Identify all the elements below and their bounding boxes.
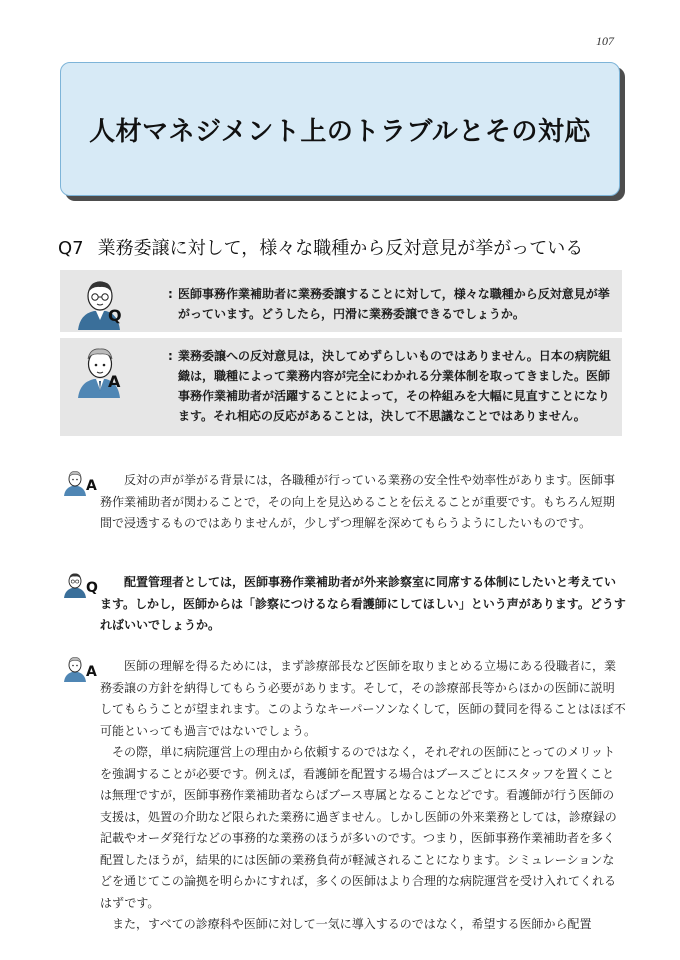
- dialogue-a-badge: A: [86, 478, 97, 494]
- dialogue-paragraph: 反対の声が挙がる背景には，各職種が行っている業務の安全性や効率性があります。医師事務作業補助者が関わることで，その向上を見込めることを伝えることが重要です。もちろん短期間で浸透するものではありませんが，少しずつ理解を深めてもらうようにしたいものです。: [100, 473, 616, 530]
- summary-a-colon: :: [168, 349, 173, 363]
- person-q-icon: [72, 276, 128, 334]
- summary-q-text: 医師事務作業補助者に業務委譲することに対して，様々な職種から反対意見が挙がっています。どうしたら，円滑に業務委譲できるでしょうか。: [178, 287, 610, 321]
- dialogue-a-badge: A: [86, 664, 97, 680]
- dialogue-entry-answer-1: [60, 470, 626, 535]
- question-heading: [58, 234, 628, 260]
- dialogue-entry-answer-2: [60, 656, 626, 936]
- summary-a-text: 業務委譲への反対意見は，決してめずらしいものではありません。日本の病院組織は，職種によって業務内容が完全にわかれる分業体制を取ってきました。医師事務作業補助者が活躍することによって，その枠組みを大幅に見直すことになります。それ相応の反応があることは，決して不思議なことではありません。: [178, 349, 611, 423]
- summary-q-colon: :: [168, 287, 173, 301]
- dialogue-paragraph: 医師の理解を得るためには，まず診療部長など医師を取りまとめる立場にある役職者に，業務委譲の方針を納得してもらう必要があります。そして，その診療部長等からほかの医師に説明してもらうことが望まれます。このようなキーパーソンなくして，医師の賛同を得ることはほぼ不可能といっても過言ではないでしょう。: [100, 659, 626, 738]
- summary-a-badge: A: [108, 372, 121, 391]
- chapter-title-box: [60, 62, 620, 196]
- chapter-title: 人材マネジメント上のトラブルとその対応: [89, 116, 591, 147]
- summary-question-box: [60, 270, 622, 332]
- dialogue-paragraph: また，すべての診療科や医師に対して一気に導入するのではなく，希望する医師から配置: [112, 917, 592, 931]
- dialogue-paragraph: その際，単に病院運営上の理由から依頼するのではなく，それぞれの医師にとってのメリットを強調することが必要です。例えば，看護師を配置する場合はブースごとにスタッフを置くことは無理ですが，医師事務作業補助者ならばブース専属となることなどです。看護師が行う医師の支援は，処置の介助など限られた業務に過ぎません。しかし医師の外来業務としては，診療録の記載やオーダ発行などの事務的な業務のほうが多いのです。つまり，医師事務作業補助者を多く配置したほうが，結果的には医師の業務負荷が軽減されることになります。シミュレーションなどを通じてこの論拠を明らかにすれば，多くの医師はより合理的な病院運営を受け入れてくれるはずです。: [100, 745, 617, 910]
- summary-answer-box: [60, 338, 622, 436]
- summary-q-badge: Q: [108, 306, 122, 325]
- question-number: Q7: [58, 238, 84, 259]
- dialogue-entry-question: [60, 572, 626, 637]
- dialogue-q-badge: Q: [86, 580, 98, 596]
- page-number: 107: [596, 34, 614, 48]
- question-heading-text: 業務委譲に対して，様々な職種から反対意見が挙がっている: [97, 238, 584, 259]
- dialogue-paragraph: 配置管理者としては，医師事務作業補助者が外来診察室に同席する体制にしたいと考えています。しかし，医師からは「診察につけるなら看護師にしてほしい」という声があります。どうすればいいでしょうか。: [100, 575, 626, 632]
